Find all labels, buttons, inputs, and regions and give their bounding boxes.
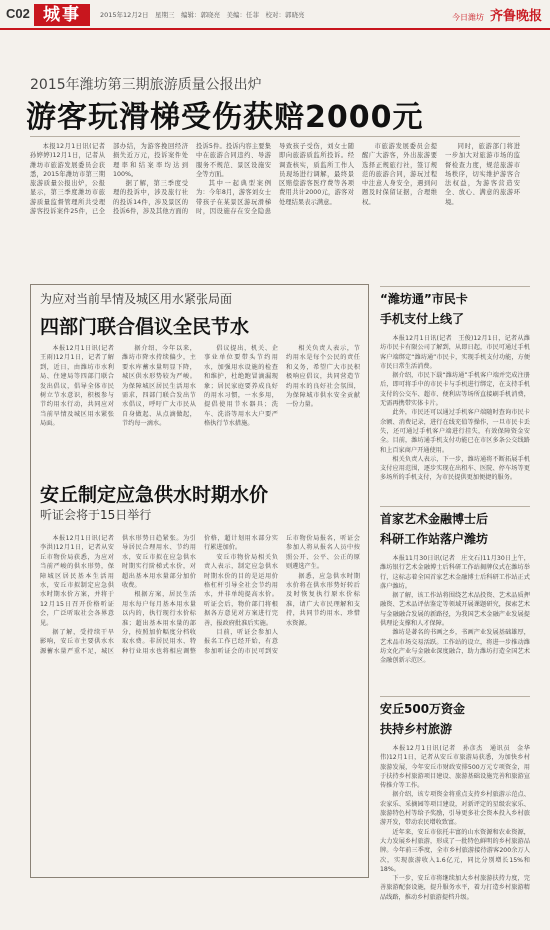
brand-name: 齐鲁晚报 <box>489 9 542 24</box>
paragraph: 本报12月1日讯(记者 王雨)12月1日，记者了解到，近日，由潍坊市水利局、住建局等四部门联合发出倡议，倡导全体市民树立节水意识，积极参与节约用水行动，共同应对当前旱情及城区用水紧张局面。 <box>40 345 121 428</box>
paragraph: 本报12月1日讯(记者 王俊)12月1日，记者从潍坊市民卡有限公司了解到，从即日起，市民可通过手机客户端绑定“潍坊通”市民卡，实现手机支付功能，方便市民日常生活消费。 <box>380 335 530 370</box>
paragraph: 此外，市民还可以通过手机客户端随时查询市民卡余额、消费记录，进行在线充值等操作，一旦市民卡丢失，还可通过手机客户端进行挂失，有效保障资金安全。目前，潍坊通手机支付功能已在市区多条公交线路和上百家商户开通使用。 <box>380 409 530 454</box>
sidebar-rule <box>380 696 530 697</box>
paragraph: 下一步，安丘市将继续加大乡村旅游扶持力度，完善旅游配套设施，提升服务水平，着力打造乡村旅游精品线路，推动乡村旅游提档升级。 <box>380 875 530 901</box>
paragraph: 安丘市物价局相关负责人表示，制定应急供水时期水价的目的是运用价格杠杆引导全社会节约用水，并非单纯提高水价。听证会后，物价部门将根据各方意见对方案进行完善，报政府批准后实施。 <box>204 553 278 627</box>
sidebar-headline: 首家艺术金融博士后 <box>380 512 489 526</box>
header-rule <box>0 28 550 30</box>
paragraph: 据悉，应急供水时期水价将在供水形势好转后及时恢复执行原水价标准，请广大市民理解和支持，共同节约用水、珍惜水资源。 <box>286 572 360 627</box>
sidebar-article-body <box>380 744 530 920</box>
page-header <box>0 0 550 34</box>
sidebar-headline: 手机支付上线了 <box>380 312 465 326</box>
price-headline: 安丘制定应急供水时期水价 <box>40 484 269 506</box>
paragraph: 近年来，安丘市依托丰富的山水资源和农业资源，大力发展乡村旅游，形成了一批特色鲜明的乡村旅游品牌。今年前三季度，全市乡村旅游接待游客200余万人次，实现旅游收入1.6亿元，同比分别增长15%和18%。 <box>380 828 530 873</box>
paragraph: 相关负责人表示，下一步，潍坊通将不断拓展手机支付应用范围，逐步实现在出租车、医院、停车场等更多场所的手机支付，为市民提供更加便捷的服务。 <box>380 455 530 482</box>
paragraph: 据了解，第三季度受理的投诉中，涉及旅行社的投诉14件，涉及景区的投诉6件，涉及其他方面的投诉5件。投诉内容主要集中在旅游合同违约、导游服务不规范、景区设施安全等方面。 <box>113 143 271 216</box>
paragraph: 据介绍，该专项资金将重点支持乡村旅游示范点、农家乐、采摘园等项目建设，对新评定的星级农家乐、旅游特色村等给予奖励，引导更多社会资本投入乡村旅游开发，带动农民增收致富。 <box>380 791 530 827</box>
sidebar-headline: 安丘500万资金 <box>380 702 466 716</box>
paragraph: 目前，听证会参加人报名工作已经开始，有意参加听证会的市民可到安丘市物价局报名，听证会参加人将从报名人员中按照公开、公平、公正的原则遴选产生。 <box>204 535 360 655</box>
brand-small: 今日潍坊 <box>451 13 484 22</box>
paragraph: 市旅游发展委员会提醒广大游客，外出旅游要选择正规旅行社，签订规范的旅游合同，游玩过程中注意人身安全，遇到问题及时保留证据，合理维权。 <box>362 143 437 206</box>
paragraph: 本报12月1日讯(记者 孙婷婷)12月1日，记者从潍坊市旅游发展委员会获悉，2015年潍坊市第三期旅游质量公报出炉，公报显示，第三季度潍坊市旅游质量监督管理所共受理游客投诉案件25件，已全部办结，为游客挽回经济损失近万元，投诉案件处理率和结案率均达到100%。 <box>30 143 188 216</box>
paragraph: 据了解，该工作站将围绕艺术品投资、艺术品质押融资、艺术品评估鉴定等领域开展课题研究，探索艺术与金融融合发展的新路径，为我国艺术金融产业发展提供理论支撑和人才保障。 <box>380 592 530 628</box>
paragraph: 据介绍，市民下载“潍坊通”手机客户端并完成注册后，即可将手中的市民卡与手机进行绑定，在支持手机支付的公交车、超市、便利店等场所直接刷手机消费，无需再携带实体卡片。 <box>380 372 530 408</box>
paragraph: 倡议提出，机关、企事业单位要带头节约用水，加强用水设施的检查和维护，杜绝跑冒滴漏现象；居民家庭要养成良好的用水习惯，一水多用，提倡使用节水器具；洗车、洗浴等用水大户要严格执行节水措施。 <box>204 345 278 428</box>
paragraph: 根据方案，居民生活用水每户每月基本用水量以内的，执行现行水价标准；超出基本用水量的部分，按照加价幅度分档收取水费。非居民用水、特种行业用水也将相应调整价格，超计划用水部分实行累进加价。 <box>122 535 278 655</box>
paragraph: 本报12月1日讯(记者 李洪)12月1日，记者从安丘市物价局获悉，为应对当前严峻的供水形势，保障城区居民基本生活用水，安丘市拟制定应急供水时期水价方案，并将于12月15日召开价格听证会，广泛听取社会各界意见。 <box>40 535 121 627</box>
dateline: 2015年12月2日 星期三 编辑：郭晓亮 美编：任菲 校对：郭晓亮 <box>100 11 305 19</box>
paragraph: 本报12月1日讯(记者 孙彦杰 通讯员 金华伟)12月1日，记者从安丘市旅游局获悉，为加快乡村旅游发展，今年安丘市财政安排500万元专项资金，用于扶持乡村旅游项目建设、旅游基础设施完善和旅游宣传推介等工作。 <box>380 745 530 790</box>
sidebar-article-body <box>380 554 530 684</box>
paragraph: 相关负责人表示，节约用水是每个公民的责任和义务，希望广大市民积极响应倡议，共同营造节约用水的良好社会氛围，为保障城市供水安全贡献一份力量。 <box>286 345 360 409</box>
lead-headline: 游客玩滑梯受伤获赔2000元 <box>26 100 424 135</box>
sidebar-headline: 扶持乡村旅游 <box>380 722 453 736</box>
water-article-body <box>40 344 360 468</box>
section-label: 城事 <box>34 4 90 26</box>
price-subhead: 听证会将于15日举行 <box>40 508 152 522</box>
sidebar-headline: “潍坊通”市民卡 <box>380 292 468 306</box>
paragraph: 本报11月30日讯(记者 庄文石)11月30日上午，潍坊银行艺术金融博士后科研工作站揭牌仪式在潍坊举行，这标志着全国首家艺术金融博士后科研工作站正式落户潍坊。 <box>380 555 530 590</box>
paragraph: 潍坊是著名的书画之乡，书画产业发展基础雄厚，艺术品市场交易活跃。工作站的设立，将进一步推动潍坊文化产业与金融业深度融合，助力潍坊打造全国艺术金融创新示范区。 <box>380 629 530 665</box>
masthead-logo <box>452 5 542 24</box>
price-article-body <box>40 534 360 870</box>
water-kicker: 为应对当前旱情及城区用水紧张局面 <box>40 292 233 306</box>
page-number: C02 <box>6 6 30 21</box>
paragraph: 同时，旅游部门将进一步加大对旅游市场的监督检查力度，规范旅游市场秩序，切实维护游客合法权益，为游客营造安全、放心、满意的旅游环境。 <box>445 143 520 206</box>
lead-rule <box>30 136 520 137</box>
paragraph: 其中一起典型案例为：今年8月，游客刘女士带孩子在某景区游玩滑梯时，因设施存在安全隐患导致孩子受伤，刘女士随即向旅游质监所投诉。经调查核实，质监所工作人员现场进行调解，最终景区赔偿游客医疗费等各项费用共计2000元，游客对处理结果表示满意。 <box>196 143 354 216</box>
paragraph: 据介绍，今年以来，潍坊市降水持续偏少，主要水库蓄水量明显下降，城区供水形势较为严峻。为保障城区居民生活用水需求，四部门联合发出节水倡议，呼吁广大市民从自身做起、从点滴做起，节约每一滴水。 <box>122 345 196 428</box>
lead-kicker: 2015年潍坊第三期旅游质量公报出炉 <box>30 77 262 93</box>
sidebar-rule <box>380 286 530 287</box>
sidebar-article-body <box>380 334 530 500</box>
water-headline: 四部门联合倡议全民节水 <box>40 316 250 338</box>
sidebar-headline: 科研工作站落户潍坊 <box>380 532 489 546</box>
lead-article-body <box>30 142 520 252</box>
paragraph: 据了解，受持续干旱影响，安丘市主要供水水源蓄水量严重不足，城区供水形势日趋紧张。为引导居民合理用水、节约用水，安丘市拟在应急供水时期实行阶梯式水价，对超出基本用水量部分加价收费。 <box>40 535 196 655</box>
sidebar-rule <box>380 506 530 507</box>
